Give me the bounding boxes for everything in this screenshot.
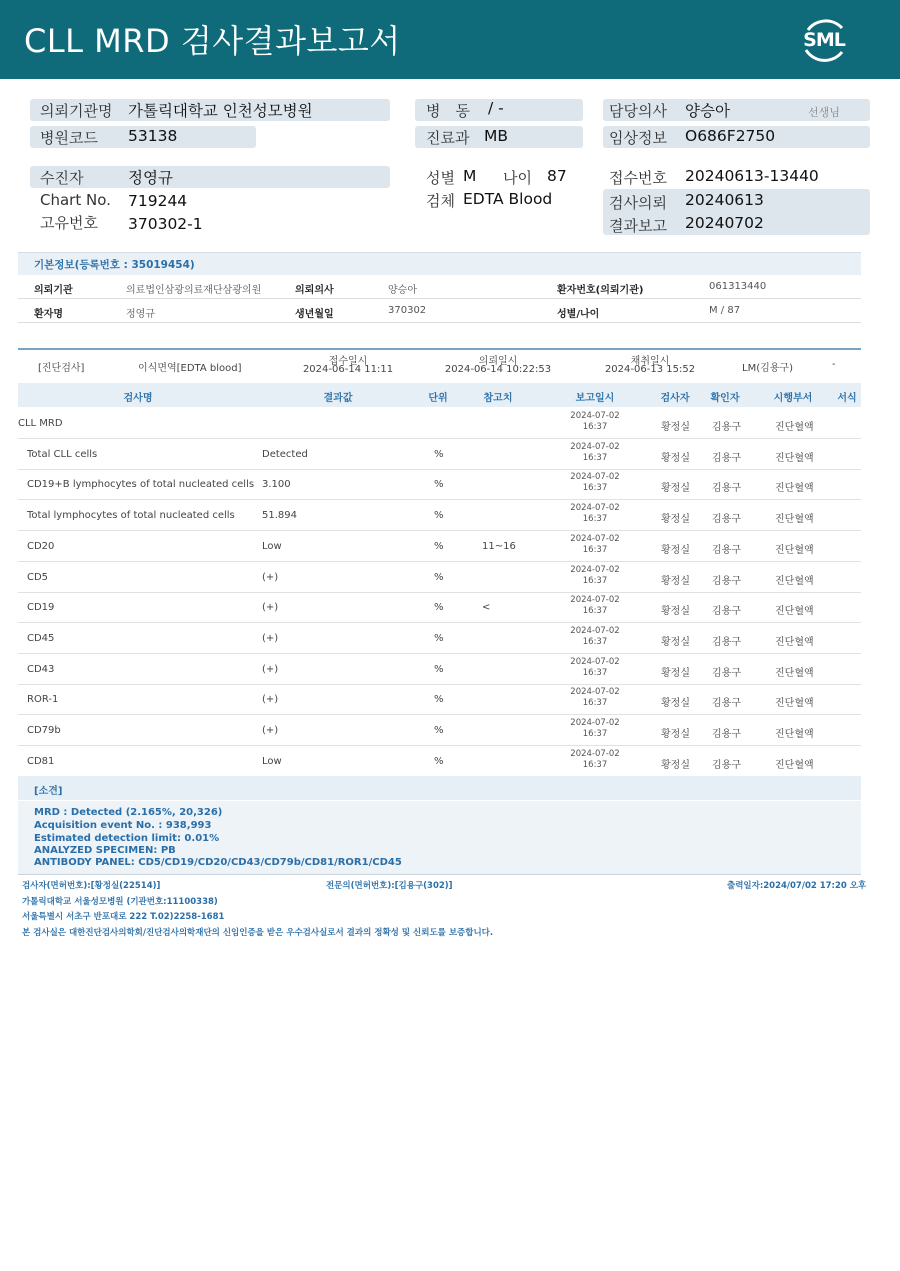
sml-logo: [798, 14, 850, 66]
cell-confirmer: 김용구: [712, 606, 741, 618]
cell-report-date: [555, 718, 635, 740]
institution-value: 가톨릭대학교 인천성모병원: [128, 102, 313, 120]
request-label: 검사의뢰: [609, 194, 667, 212]
cell-confirmer: 김용구: [712, 575, 741, 587]
findings-label: [소견]: [34, 786, 63, 797]
specimen-label: 검체: [426, 192, 455, 210]
table-row: [18, 500, 861, 531]
basic-value: 정영규: [126, 309, 155, 320]
cell-report-date: [555, 503, 635, 525]
cell-unit: %: [434, 755, 444, 767]
footer-tester: 검사자(면허번호):[황정실(22514)]: [22, 881, 161, 891]
cell-reference: <: [482, 602, 491, 614]
age-value: 87: [547, 167, 567, 185]
cell-report-date-time: 16:37: [582, 544, 608, 555]
cell-report-date: [555, 442, 635, 464]
cell-report-date-day: 2024-07-02: [570, 687, 620, 698]
cell-tester: 황정실: [661, 698, 690, 710]
table-row: [18, 562, 861, 593]
receipt-label: 접수번호: [609, 169, 667, 187]
cell-dept: 진단혈액: [775, 729, 814, 740]
cell-confirmer: 김용구: [712, 422, 741, 433]
findings-header: [18, 776, 861, 800]
cell-unit: %: [434, 448, 444, 460]
th-dept: 시행부서: [773, 393, 813, 404]
cell-confirmer: 김용구: [712, 667, 741, 679]
cell-unit: %: [434, 602, 444, 614]
cell-result: (+): [262, 632, 279, 644]
cell-report-date-time: 16:37: [582, 452, 608, 463]
table-row: [18, 592, 861, 623]
cell-result: 3.100: [262, 479, 291, 491]
cell-test-name: CLL MRD: [18, 418, 63, 429]
th-confirmer: 확인자: [710, 393, 740, 404]
cell-report-date: [555, 534, 635, 556]
cell-report-date: [555, 595, 635, 617]
cell-report-date-time: 16:37: [582, 606, 608, 617]
doctor-suffix: 선생님: [808, 106, 840, 119]
findings-body: [18, 801, 861, 875]
cell-tester: 황정실: [661, 667, 690, 679]
footer-specialist: 전문의(면허번호):[김용구(302)]: [326, 881, 453, 891]
dept-label: 진료과: [426, 129, 470, 147]
th-reference: 참고치: [483, 393, 513, 404]
cell-unit: %: [434, 632, 444, 644]
dx-dash: -: [832, 359, 836, 370]
cell-result: 51.894: [262, 510, 297, 522]
logo-text: SML: [803, 29, 845, 51]
footer-hospital: 가톨릭대학교 서울성모병원 (기관번호:11100338): [22, 897, 218, 907]
basic-key: 의뢰의사: [295, 285, 334, 296]
chart-value: 719244: [128, 192, 188, 210]
findings-line: ANTIBODY PANEL: CD5/CD19/CD20/CD43/CD79b/CD81/ROR1/CD45: [34, 857, 402, 868]
cell-result: Detected: [262, 448, 308, 460]
dx-category: [진단검사]: [38, 363, 85, 374]
findings-line: Estimated detection limit: 0.01%: [34, 833, 220, 844]
cell-reference: 11~16: [482, 540, 516, 552]
cell-test-name: CD45: [27, 632, 55, 644]
cell-report-date-day: 2024-07-02: [570, 595, 620, 606]
sex-label: 성별: [426, 169, 455, 187]
clinical-value: O686F2750: [685, 127, 776, 145]
cell-report-date-time: 16:37: [582, 698, 608, 709]
cell-test-name: CD79b: [27, 725, 61, 736]
cell-dept: 진단혈액: [775, 606, 814, 618]
cell-test-name: ROR-1: [27, 694, 59, 706]
th-tester: 검사자: [660, 393, 690, 404]
cell-result: (+): [262, 694, 279, 706]
cell-report-date-day: 2024-07-02: [570, 533, 620, 544]
footer-certification: 본 검사실은 대한진단검사의학회/진단검사의학재단의 신임인증을 받은 우수검사실로서 결과의 정확성 및 신뢰도를 보증합니다.: [22, 928, 494, 938]
cell-test-name: CD43: [27, 663, 55, 675]
doctor-value: 양승아: [685, 102, 730, 120]
cell-test-name: Total CLL cells: [27, 448, 98, 460]
cell-unit: %: [434, 571, 444, 583]
th-format: 서식: [837, 393, 857, 404]
cell-dept: 진단혈액: [775, 636, 814, 648]
cell-report-date-day: 2024-07-02: [570, 564, 620, 575]
cell-dept: 진단혈액: [775, 544, 814, 556]
cell-unit: %: [434, 510, 444, 522]
cell-report-date: [555, 657, 635, 679]
dx-test: 이식면역[EDTA blood]: [138, 363, 242, 374]
cell-report-date: [555, 565, 635, 587]
dx-received-label: 접수일시: [328, 356, 368, 367]
table-row: [18, 469, 861, 500]
dx-collected-value: 2024-06-13 15:52: [604, 364, 696, 375]
table-row: [18, 654, 861, 685]
basic-key: 성별/나이: [557, 309, 600, 320]
ward-label: 병 동: [426, 102, 470, 120]
cell-report-date: [555, 626, 635, 648]
report-label: 결과보고: [609, 217, 667, 235]
basic-value: 의료법인삼광의료재단삼광의원: [126, 285, 262, 296]
table-row: [18, 623, 861, 654]
cell-report-date-time: 16:37: [582, 575, 608, 586]
cell-report-date-time: 16:37: [582, 422, 608, 432]
basic-info-title: 기본정보(등록번호 : 35019454): [34, 259, 195, 271]
cell-result: Low: [262, 540, 282, 552]
results-table-header: [18, 383, 861, 407]
hospital-code-label: 병원코드: [40, 129, 98, 147]
cell-confirmer: 김용구: [712, 544, 741, 556]
dx-lm: LM(김용구): [742, 363, 793, 374]
cell-confirmer: 김용구: [712, 514, 741, 526]
cell-report-date-day: 2024-07-02: [570, 656, 620, 667]
cell-unit: %: [434, 540, 444, 552]
basic-value: 370302: [388, 305, 427, 316]
cell-dept: 진단혈액: [775, 698, 814, 710]
cell-confirmer: 김용구: [712, 698, 741, 710]
cell-report-date-day: 2024-07-02: [570, 472, 620, 483]
cell-test-name: CD20: [27, 540, 55, 552]
cell-result: (+): [262, 725, 279, 736]
request-value: 20240613: [685, 191, 764, 209]
cell-dept: 진단혈액: [775, 422, 814, 433]
cell-test-name: CD19: [27, 602, 55, 614]
basic-key: 환자명: [34, 309, 63, 320]
cell-report-date-day: 2024-07-02: [570, 503, 620, 514]
cell-tester: 황정실: [661, 575, 690, 587]
basic-info-header: [18, 252, 861, 275]
cell-dept: 진단혈액: [775, 575, 814, 587]
cell-tester: 황정실: [661, 483, 690, 495]
cell-confirmer: 김용구: [712, 483, 741, 495]
basic-key: 환자번호(의뢰기관): [557, 285, 644, 296]
cell-unit: %: [434, 725, 444, 736]
cell-unit: %: [434, 479, 444, 491]
hospital-code-value: 53138: [128, 127, 178, 145]
basic-value: 양승아: [388, 285, 417, 296]
cell-report-date-day: 2024-07-02: [570, 718, 620, 728]
cell-confirmer: 김용구: [712, 636, 741, 648]
th-report-date: 보고일시: [575, 393, 615, 404]
cell-tester: 황정실: [661, 759, 690, 771]
cell-result: (+): [262, 663, 279, 675]
cell-report-date-time: 16:37: [582, 483, 608, 494]
table-row: [18, 531, 861, 562]
findings-line: Acquisition event No. : 938,993: [34, 820, 212, 831]
table-row: [18, 715, 861, 746]
receipt-value: 20240613-13440: [685, 167, 819, 185]
dept-value: MB: [484, 127, 509, 145]
cell-tester: 황정실: [661, 729, 690, 740]
cell-test-name: CD81: [27, 755, 55, 767]
cell-dept: 진단혈액: [775, 514, 814, 526]
cell-report-date-time: 16:37: [582, 636, 608, 647]
cell-unit: %: [434, 663, 444, 675]
clinical-label: 임상정보: [609, 129, 667, 147]
footer-address: 서울특별시 서초구 반포대로 222 T.02)2258-1681: [22, 912, 225, 922]
institution-label: 의뢰기관명: [40, 102, 113, 120]
cell-tester: 황정실: [661, 452, 690, 464]
table-row: [18, 439, 861, 470]
th-test-name: 검사명: [123, 393, 153, 404]
age-label: 나이: [503, 169, 532, 187]
patient-value: 정영규: [128, 169, 173, 187]
cell-report-date-day: 2024-07-02: [570, 748, 620, 759]
cell-report-date: [555, 749, 635, 771]
cell-report-date-day: 2024-07-02: [570, 411, 620, 421]
cell-report-date: [555, 472, 635, 494]
diagnosis-row: [18, 348, 861, 382]
basic-value: 061313440: [709, 281, 767, 292]
table-row: [18, 408, 861, 439]
cell-test-name: CD19+B lymphocytes of total nucleated cells: [27, 479, 255, 491]
basic-info-row: [18, 299, 861, 323]
cell-report-date-time: 16:37: [582, 514, 608, 525]
cell-tester: 황정실: [661, 544, 690, 556]
cell-dept: 진단혈액: [775, 759, 814, 771]
basic-value: M / 87: [709, 305, 741, 316]
cell-tester: 황정실: [661, 514, 690, 526]
cell-result: (+): [262, 571, 279, 583]
cell-tester: 황정실: [661, 422, 690, 433]
cell-confirmer: 김용구: [712, 759, 741, 771]
findings-line: ANALYZED SPECIMEN: PB: [34, 845, 176, 856]
report-title: CLL MRD 검사결과보고서: [24, 22, 401, 60]
th-unit: 단위: [428, 393, 448, 404]
cell-report-date: [555, 411, 635, 433]
report-header: [0, 0, 900, 79]
cell-dept: 진단혈액: [775, 452, 814, 464]
report-value: 20240702: [685, 214, 764, 232]
table-row: [18, 684, 861, 715]
table-row: [18, 746, 861, 777]
unique-label: 고유번호: [40, 214, 98, 232]
cell-report-date-day: 2024-07-02: [570, 625, 620, 636]
dx-received-value: 2024-06-14 11:11: [302, 364, 394, 375]
dx-requested-value: 2024-06-14 10:22:53: [444, 364, 552, 375]
footer-printed: 출력일자:2024/07/02 17:20 오후: [727, 881, 867, 891]
ward-value: / -: [488, 99, 504, 117]
chart-label: Chart No.: [40, 191, 111, 209]
th-result: 결과값: [323, 393, 353, 404]
cell-report-date-time: 16:37: [582, 667, 608, 678]
findings-line: MRD : Detected (2.165%, 20,326): [34, 807, 223, 818]
basic-key: 의뢰기관: [34, 285, 73, 296]
dx-collected-label: 채취일시: [630, 356, 670, 367]
cell-report-date-time: 16:37: [582, 729, 608, 739]
cell-dept: 진단혈액: [775, 667, 814, 679]
cell-confirmer: 김용구: [712, 729, 741, 740]
cell-tester: 황정실: [661, 636, 690, 648]
patient-label: 수진자: [40, 169, 84, 187]
cell-report-date: [555, 687, 635, 709]
cell-report-date-time: 16:37: [582, 759, 608, 770]
cell-confirmer: 김용구: [712, 452, 741, 464]
specimen-value: EDTA Blood: [463, 190, 553, 208]
basic-key: 생년월일: [295, 309, 334, 320]
doctor-label: 담당의사: [609, 102, 667, 120]
basic-info-row: [18, 275, 861, 299]
cell-test-name: Total lymphocytes of total nucleated cells: [27, 510, 235, 522]
cell-report-date-day: 2024-07-02: [570, 441, 620, 452]
cell-unit: %: [434, 694, 444, 706]
cell-test-name: CD5: [27, 571, 49, 583]
cell-dept: 진단혈액: [775, 483, 814, 495]
cell-result: Low: [262, 755, 282, 767]
sex-value: M: [463, 167, 477, 185]
dx-requested-label: 의뢰일시: [478, 356, 518, 367]
unique-value: 370302-1: [128, 215, 203, 233]
cell-tester: 황정실: [661, 606, 690, 618]
patient-box: [30, 166, 390, 188]
cell-result: (+): [262, 602, 279, 614]
